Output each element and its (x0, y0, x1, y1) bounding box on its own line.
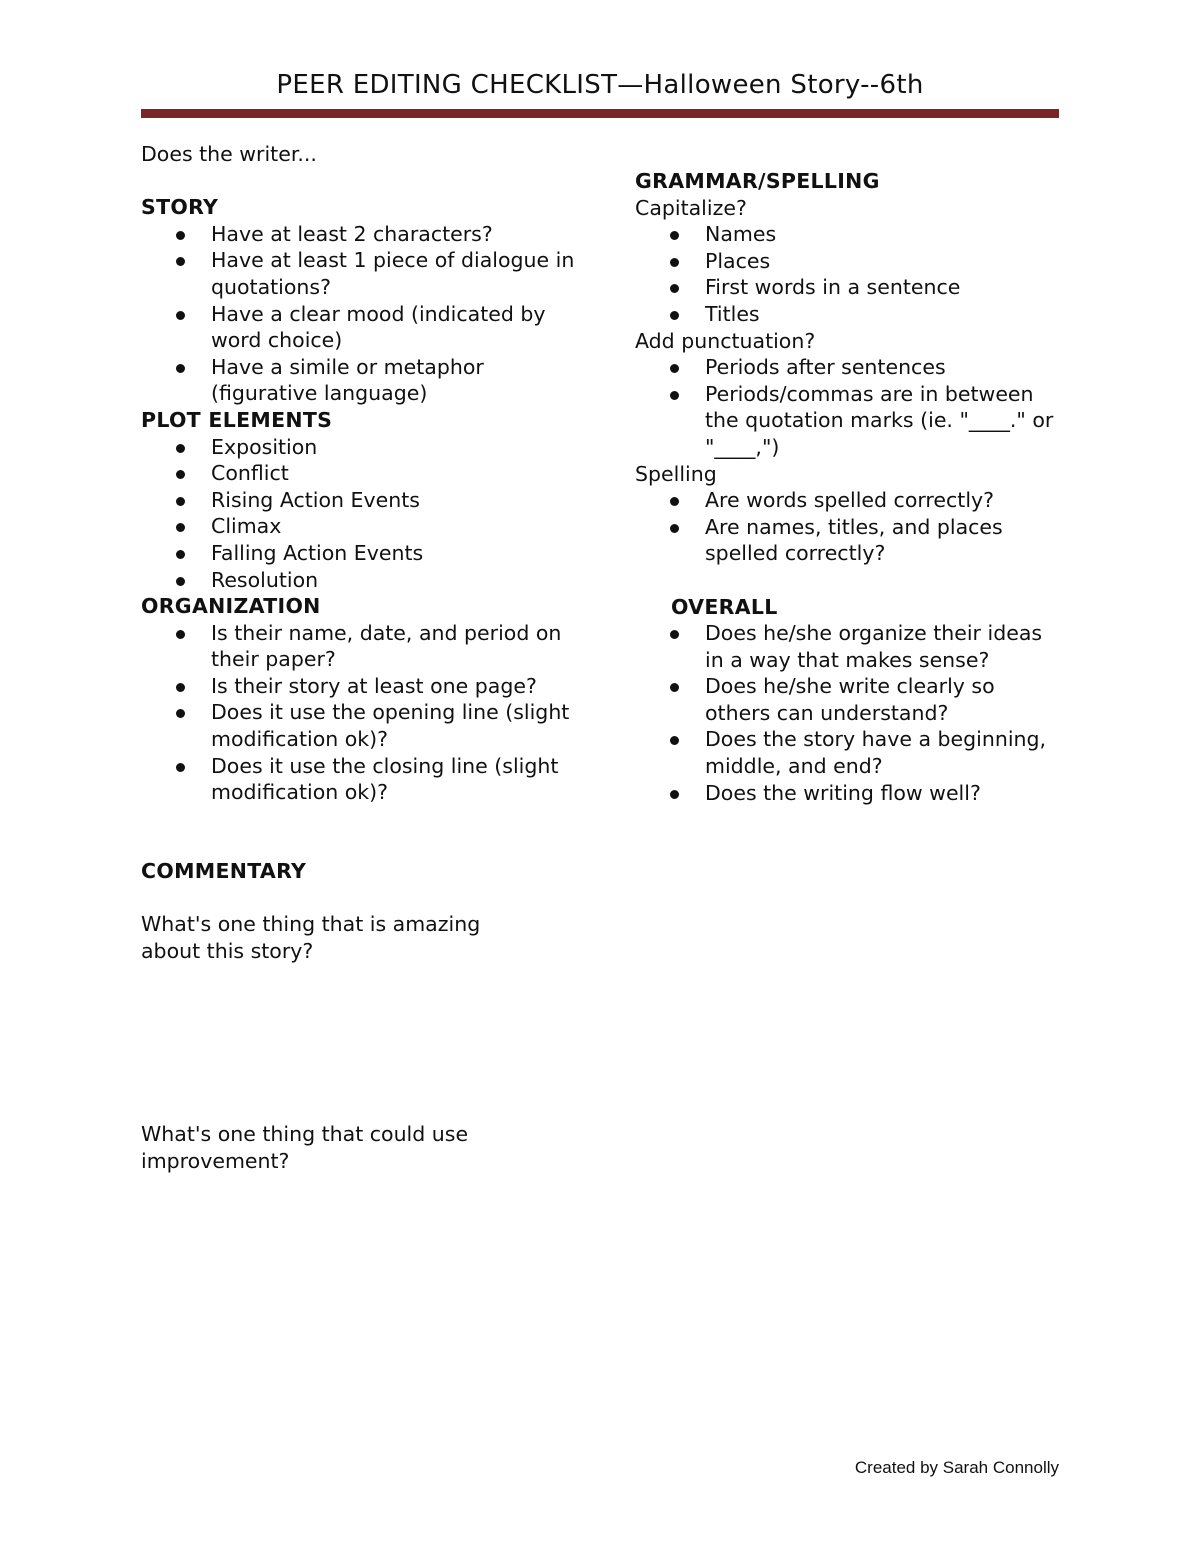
intro-text: Does the writer... (141, 142, 317, 166)
organization-heading: ORGANIZATION (141, 594, 321, 619)
organization-list (141, 620, 581, 806)
list-item: Conflict (141, 460, 581, 487)
grammar-heading: GRAMMAR/SPELLING (635, 169, 880, 193)
capitalize-list (635, 221, 1065, 327)
list-item: Have at least 1 piece of dialogue in quotations? (141, 247, 581, 300)
punctuation-list (635, 354, 1065, 460)
right-column (635, 168, 1065, 806)
list-item: Does he/she write clearly so others can understand? (635, 673, 1065, 726)
commentary-section (141, 858, 581, 964)
spelling-label: Spelling (635, 461, 717, 486)
list-item: Is their name, date, and period on their paper? (141, 620, 581, 673)
list-item: Titles (635, 301, 1065, 328)
spacer (635, 567, 1065, 594)
list-item: Are names, titles, and places spelled correctly? (635, 514, 1065, 567)
story-heading: STORY (141, 195, 219, 220)
list-item: Does it use the closing line (slight modification ok)? (141, 753, 581, 806)
spacer (141, 885, 581, 912)
plot-list (141, 434, 581, 594)
list-item: Periods/commas are in between the quotation marks (ie. "____." or "____,") (635, 381, 1065, 461)
left-column (141, 141, 581, 806)
list-item: Have a clear mood (indicated by word choice) (141, 301, 581, 354)
commentary-question-amazing: What's one thing that is amazing about this story? (141, 912, 481, 963)
list-item: First words in a sentence (635, 274, 1065, 301)
overall-heading: OVERALL (671, 594, 778, 619)
list-item: Resolution (141, 567, 581, 594)
title-divider (141, 109, 1059, 118)
plot-heading: PLOT ELEMENTS (141, 407, 333, 432)
punctuation-label: Add punctuation? (635, 328, 816, 353)
spelling-list (635, 487, 1065, 567)
spacer (141, 168, 581, 195)
improvement-section (141, 1121, 581, 1174)
list-item: Does the writing flow well? (635, 780, 1065, 807)
list-item: Climax (141, 513, 581, 540)
page-title: PEER EDITING CHECKLIST—Halloween Story--6th (276, 70, 924, 100)
list-item: Are words spelled correctly? (635, 487, 1065, 514)
list-item: Does it use the opening line (slight modification ok)? (141, 699, 581, 752)
list-item: Does he/she organize their ideas in a way that makes sense? (635, 620, 1065, 673)
list-item: Rising Action Events (141, 487, 581, 514)
list-item: Exposition (141, 434, 581, 461)
list-item: Have at least 2 characters? (141, 221, 581, 248)
list-item: Falling Action Events (141, 540, 581, 567)
author-credit: Created by Sarah Connolly (854, 1458, 1059, 1477)
list-item: Places (635, 248, 1065, 275)
commentary-question-improvement: What's one thing that could use improvement? (141, 1122, 469, 1173)
list-item: Is their story at least one page? (141, 673, 581, 700)
commentary-heading: COMMENTARY (141, 859, 307, 883)
capitalize-label: Capitalize? (635, 195, 747, 220)
list-item: Does the story have a beginning, middle, and end? (635, 726, 1065, 779)
list-item: Periods after sentences (635, 354, 1065, 381)
list-item: Have a simile or metaphor (figurative language) (141, 354, 581, 407)
story-list (141, 221, 581, 407)
overall-list (635, 620, 1065, 806)
list-item: Names (635, 221, 1065, 248)
